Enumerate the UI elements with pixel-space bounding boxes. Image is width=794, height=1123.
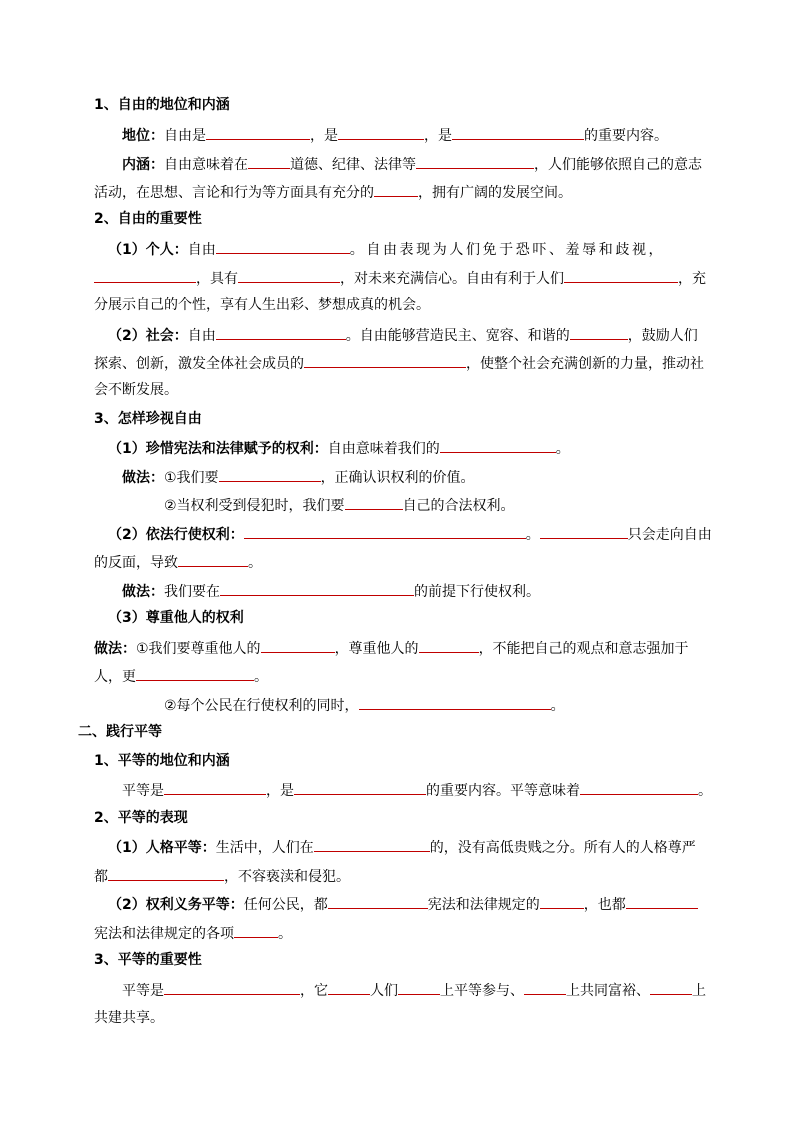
text: ，是: [310, 128, 338, 144]
text: ①我们要: [164, 470, 219, 486]
text: ，它: [300, 983, 328, 999]
text: 的反面，导致: [94, 555, 178, 571]
society-line-2: [94, 352, 704, 374]
blank-field[interactable]: [234, 922, 278, 938]
text: 道德、纪律、法律等: [290, 157, 416, 173]
text: ，对未来充满信心。自由有利于人们: [340, 271, 564, 287]
rights-duties-label: （2）权利义务平等：: [108, 897, 244, 913]
text: 。: [555, 441, 570, 457]
respect-rights-heading: （3）尊重他人的权利: [108, 610, 244, 626]
text: 。: [525, 527, 540, 543]
individual-line-2: [94, 267, 706, 289]
blank-field[interactable]: [238, 267, 340, 283]
text: 生活中，人们在: [215, 840, 314, 856]
status-label: 地位：: [122, 128, 164, 144]
blank-field[interactable]: [540, 523, 628, 539]
blank-field[interactable]: [216, 324, 346, 340]
text: ②每个公民在行使权利的同时，: [164, 698, 359, 714]
personality-equality-label: （1）人格平等：: [108, 840, 216, 856]
text: ①我们要尊重他人的: [136, 641, 261, 657]
personality-equality-line-2: [94, 865, 350, 887]
text: 宪法和法律规定的: [427, 897, 540, 913]
blank-field[interactable]: [94, 267, 196, 283]
method-label: 做法：: [122, 584, 164, 600]
blank-field[interactable]: [304, 352, 466, 368]
method-line-4: [94, 637, 689, 659]
blank-field[interactable]: [419, 637, 479, 653]
blank-field[interactable]: [452, 124, 584, 140]
blank-field[interactable]: [626, 893, 698, 909]
blank-field[interactable]: [345, 494, 403, 510]
text: ，正确认识权利的价值。: [320, 470, 475, 486]
text: 任何公民，都: [243, 897, 328, 913]
equality-status-line: [122, 779, 712, 801]
text: ，具有: [196, 271, 238, 287]
text: 的重要内容。平等意味着: [426, 783, 580, 799]
blank-field[interactable]: [261, 637, 335, 653]
blank-field[interactable]: [164, 779, 266, 795]
method-line-5: [164, 694, 565, 716]
equality-importance-line-2: 共建共享。: [94, 1010, 164, 1026]
text: ，尊重他人的: [334, 641, 419, 657]
blank-field[interactable]: [416, 153, 534, 169]
method-line-2: [164, 494, 515, 516]
blank-field[interactable]: [524, 979, 566, 995]
text: ，使整个社会充满创新的力量，推动社: [466, 356, 704, 372]
text: 上平等参与、: [440, 983, 524, 999]
text: ，鼓励人们: [627, 328, 698, 344]
blank-field[interactable]: [136, 665, 254, 681]
text: 自由意味着我们的: [327, 441, 440, 457]
text: 我们要在: [164, 584, 220, 600]
blank-field[interactable]: [440, 437, 556, 453]
status-line: [122, 124, 668, 146]
text: ，不能把自己的观点和意志强加于: [478, 641, 689, 657]
text: 人，更: [94, 669, 136, 685]
method-label: 做法：: [94, 641, 136, 657]
text: ，拥有广阔的发展空间。: [418, 185, 572, 201]
text: 。: [698, 783, 712, 799]
text: 。: [278, 926, 292, 942]
blank-field[interactable]: [570, 324, 628, 340]
meaning-line-2: [94, 181, 572, 203]
text: 的前提下行使权利。: [414, 584, 540, 600]
blank-field[interactable]: [216, 238, 350, 254]
blank-field[interactable]: [164, 979, 300, 995]
text: 上: [692, 983, 706, 999]
society-label: （2）社会：: [108, 328, 188, 344]
blank-field[interactable]: [178, 551, 248, 567]
text: ，人们能够依照自己的意志: [534, 157, 702, 173]
text: 自由意味着在: [164, 157, 248, 173]
text: 都: [94, 869, 108, 885]
rights-duties-line: [108, 893, 698, 915]
blank-field[interactable]: [244, 523, 526, 539]
text: 平等是: [122, 983, 164, 999]
text: ，不容亵渎和侵犯。: [224, 869, 350, 885]
exercise-rights-line: [108, 523, 712, 545]
blank-field[interactable]: [328, 979, 370, 995]
cherish-rights-label: （1）珍惜宪法和法律赋予的权利：: [108, 441, 328, 457]
society-line-3: 会不断发展。: [94, 382, 178, 398]
blank-field[interactable]: [314, 836, 430, 852]
text: 平等是: [122, 783, 164, 799]
blank-field[interactable]: [248, 153, 290, 169]
exercise-rights-label: （2）依法行使权利：: [108, 527, 244, 543]
text: 自由是: [164, 128, 206, 144]
blank-field[interactable]: [206, 124, 310, 140]
section-2-heading: 2、自由的重要性: [94, 211, 202, 227]
society-line: [108, 324, 698, 346]
blank-field[interactable]: [108, 865, 224, 881]
text: ②当权利受到侵犯时，我们要: [164, 498, 345, 514]
blank-field[interactable]: [398, 979, 440, 995]
text: 。自由表现为人们免于恐吓、羞辱和歧视，: [349, 242, 666, 258]
text: 探索、创新，激发全体社会成员的: [94, 356, 304, 372]
blank-field[interactable]: [580, 779, 698, 795]
text: ，是: [266, 783, 294, 799]
text: 人们: [370, 983, 398, 999]
method-line-1: [122, 466, 475, 488]
individual-label: （1）个人：: [108, 242, 188, 258]
blank-field[interactable]: [220, 580, 414, 596]
blank-field[interactable]: [338, 124, 424, 140]
rights-duties-line-2: [94, 922, 292, 944]
text: 。自由能够营造民主、宽容、和谐的: [345, 328, 570, 344]
meaning-line: [122, 153, 702, 175]
text: 的，没有高低贵贱之分。所有人的人格尊严: [429, 840, 696, 856]
blank-field[interactable]: [650, 979, 692, 995]
blank-field[interactable]: [540, 893, 584, 909]
blank-field[interactable]: [374, 181, 418, 197]
section-3-heading: 3、怎样珍视自由: [94, 411, 202, 427]
text: 。: [248, 555, 262, 571]
exercise-rights-line-2: [94, 551, 262, 573]
text: 上共同富裕、: [566, 983, 650, 999]
text: 自由: [187, 328, 216, 344]
text: 自由: [187, 242, 216, 258]
meaning-label: 内涵：: [122, 157, 164, 173]
blank-field[interactable]: [564, 267, 678, 283]
text: 宪法和法律规定的各项: [94, 926, 234, 942]
text: 自己的合法权利。: [402, 498, 515, 514]
section-1-heading: 1、自由的地位和内涵: [94, 97, 230, 113]
text: 只会走向自由: [627, 527, 712, 543]
blank-field[interactable]: [219, 466, 321, 482]
individual-line-3: 分展示自己的个性，享有人生出彩、梦想成真的机会。: [94, 297, 430, 313]
equality-heading-3: 3、平等的重要性: [94, 952, 202, 968]
text: 。: [550, 698, 565, 714]
blank-field[interactable]: [359, 694, 551, 710]
method-label: 做法：: [122, 470, 164, 486]
text: 的重要内容。: [584, 128, 668, 144]
individual-line: [108, 238, 665, 260]
text: ，充: [678, 271, 706, 287]
text: ，也都: [583, 897, 626, 913]
method-line-3: [122, 580, 540, 602]
equality-heading-2: 2、平等的表现: [94, 810, 188, 826]
part-2-heading: 二、践行平等: [78, 724, 162, 740]
blank-field[interactable]: [328, 893, 428, 909]
text: 活动，在思想、言论和行为等方面具有充分的: [94, 185, 374, 201]
personality-equality-line: [108, 836, 696, 858]
text: 。: [254, 669, 268, 685]
cherish-rights-line: [108, 437, 570, 459]
equality-importance-line: [122, 979, 706, 1001]
text: ，是: [424, 128, 452, 144]
equality-heading-1: 1、平等的地位和内涵: [94, 753, 230, 769]
method-line-4b: [94, 665, 268, 687]
blank-field[interactable]: [294, 779, 426, 795]
